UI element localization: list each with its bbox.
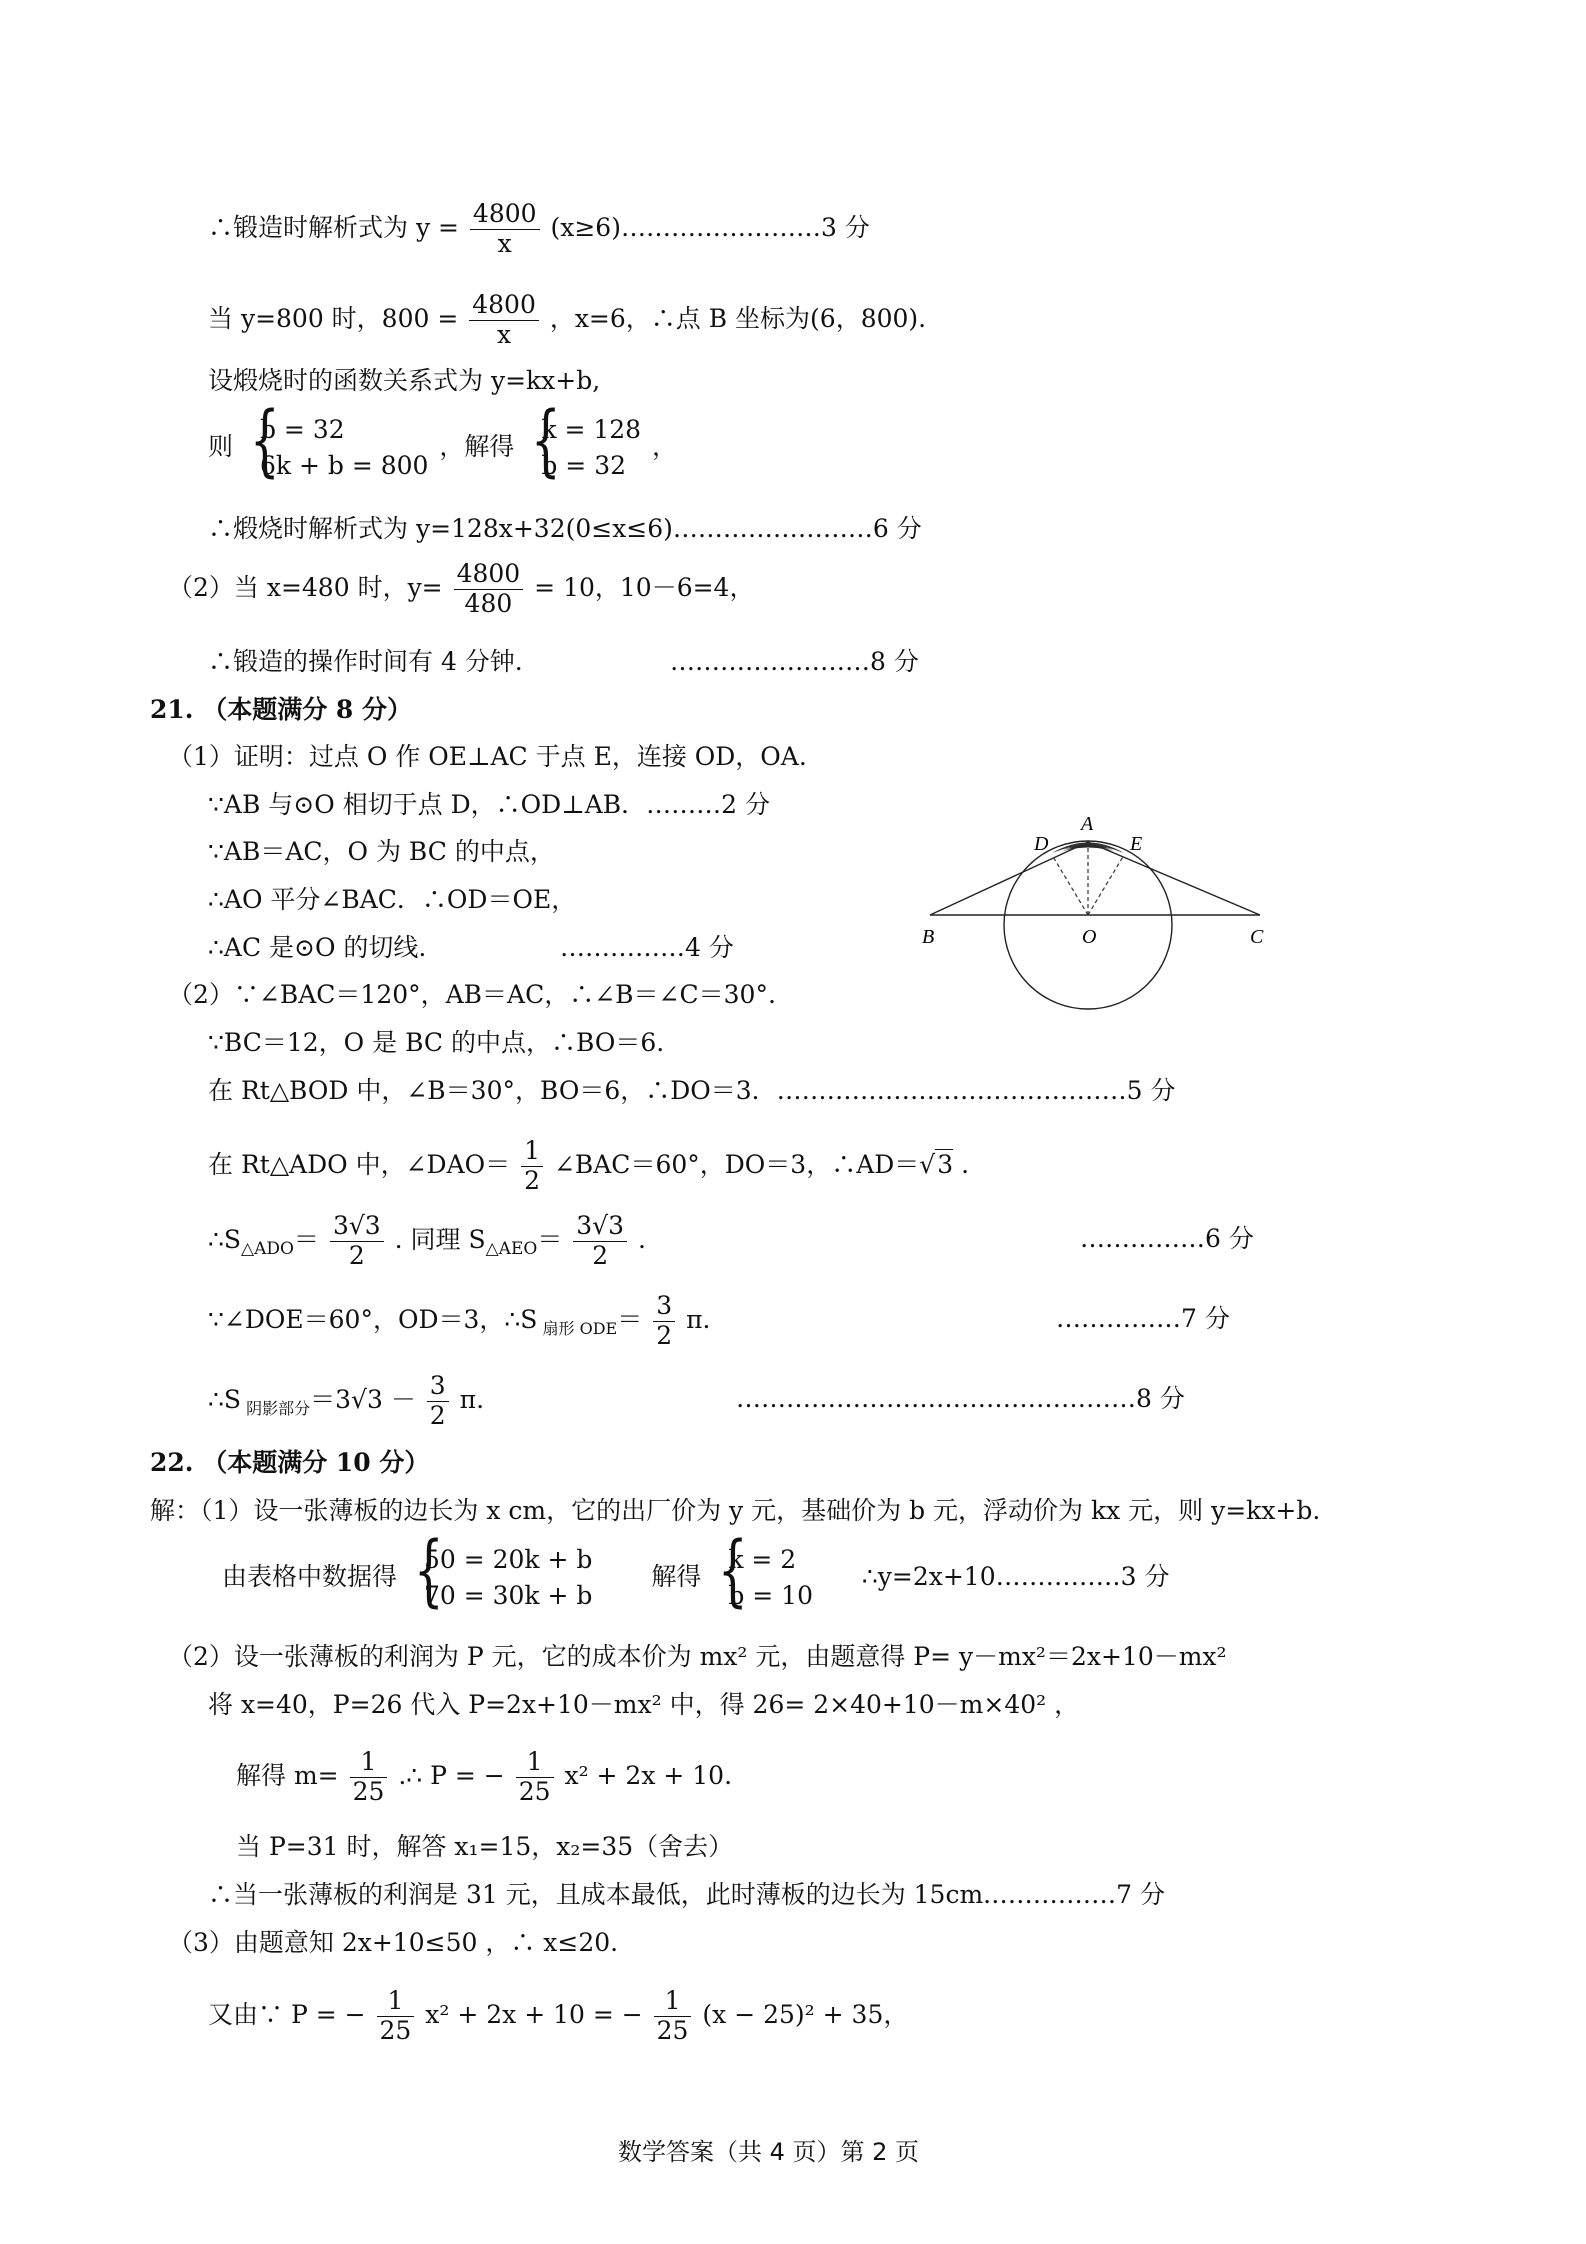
label-a: A [1081, 813, 1094, 835]
fraction: $\frac{3√3}{2}$ [330, 1212, 384, 1271]
p22-line-7: ∴当一张薄板的利润是 31 元，且成本最低，此时薄板的边长为 15cm.……………7 分 [208, 1880, 1165, 1909]
label-o: O [1082, 926, 1097, 948]
circle-tangent-figure [920, 800, 1280, 1020]
p22-heading: 22. （本题满分 10 分） [150, 1448, 430, 1477]
p21-line-11-score: ……………7 分 [1056, 1304, 1230, 1333]
fraction: $\frac{1}{25}$ [377, 1987, 415, 2046]
segment-ac [1088, 842, 1260, 915]
page-footer: 数学答案（共 4 页）第 2 页 [618, 2138, 920, 2166]
p21-line-10-score: ……………6 分 [1080, 1224, 1254, 1253]
p21-line-12: ∴S $_{阴影部分}$＝3√3 － $\frac{3}{2}$ π. [208, 1371, 485, 1430]
segment-oe [1088, 855, 1124, 915]
fraction: $\frac{1}{25}$ [350, 1748, 388, 1807]
equation-system: { 50 = 20k + b 70 = 30k + b [408, 1542, 592, 1615]
p21-line-11: ∵∠DOE＝60°，OD＝3，∴S $_{扇形 ODE}$＝ $\frac{3}{2}$ π. [208, 1291, 711, 1350]
fraction: $\frac{1}{2}$ [521, 1137, 543, 1196]
fraction: $\frac{4800}{x}$ [470, 200, 540, 259]
label-b: B [922, 926, 935, 948]
p21-line-3: ∵AB＝AC，O 为 BC 的中点， [208, 837, 555, 866]
p21-line-1: （1）证明：过点 O 作 OE⊥AC 于点 E，连接 OD，OA. [168, 742, 807, 771]
p22-line-6: 当 P=31 时，解答 x₁=15，x₂=35（舍去） [236, 1832, 734, 1861]
equation-system: { k = 2 b = 10 [712, 1542, 813, 1615]
p21-line-4: ∴AO 平分∠BAC．∴OD＝OE， [208, 885, 577, 914]
p20-line-4: 则 { b = 32 6k + b = 800 ，解得 { k = 128 b = 32 ， [208, 412, 677, 485]
p22-line-2: 由表格中数据得 { 50 = 20k + b 70 = 30k + b 解得 { k = 2 b = 10 ∴y=2x+10……………3 分 [222, 1542, 1169, 1615]
p22-line-4: 将 x=40，P=26 代入 P=2x+10－mx² 中，得 26= 2×40+10－m×40² ， [208, 1690, 1080, 1719]
p22-line-1: 解：（1）设一张薄板的边长为 x cm，它的出厂价为 y 元，基础价为 b 元，浮动价为 kx 元，则 y=kx+b. [150, 1496, 1321, 1525]
label-d: D [1034, 833, 1049, 855]
p22-line-3: （2）设一张薄板的利润为 P 元，它的成本价为 mx² 元，由题意得 P= y－mx²＝2x+10－mx² [168, 1642, 1227, 1671]
fraction: $\frac{3}{2}$ [653, 1292, 675, 1351]
fraction: $\frac{4800}{x}$ [469, 291, 539, 350]
fraction: $\frac{4800}{480}$ [454, 560, 524, 619]
fraction: $\frac{3√3}{2}$ [573, 1212, 627, 1271]
p20-line-2: 当 y=800 时，800 = $\frac{4800}{x}$ ，x=6，∴点 B 坐标为(6，800). [208, 290, 927, 349]
p21-line-6: （2）∵∠BAC＝120°，AB＝AC，∴∠B＝∠C＝30°. [168, 980, 776, 1009]
p20-line-1: ∴锻造时解析式为 y = $\frac{4800}{x}$ (x≥6)……………………3 分 [208, 199, 870, 258]
p20-line-3: 设煅烧时的函数关系式为 y=kx+b, [208, 366, 601, 395]
segment-ab [930, 842, 1088, 915]
p21-line-9: 在 Rt△ADO 中，∠DAO＝ $\frac{1}{2}$ ∠BAC＝60°，DO＝3，∴AD＝√3 . [208, 1136, 970, 1195]
p20-line-7: ∴锻造的操作时间有 4 分钟. [208, 647, 523, 676]
p21-line-5: ∴AC 是⊙O 的切线. [208, 933, 427, 962]
p21-line-12-score: …………………………………………8 分 [736, 1384, 1185, 1413]
fraction: $\frac{1}{25}$ [654, 1987, 692, 2046]
p22-line-8: （3）由题意知 2x+10≤50 ，∴ x≤20. [168, 1928, 619, 1957]
p22-line-9: 又由∵ P = − $\frac{1}{25}$ x² + 2x + 10 = − $\frac{1}{25}$ (x − 25)² + 35， [208, 1986, 909, 2045]
p20-line-7-score: ……………………8 分 [670, 647, 919, 676]
equation-system: { b = 32 6k + b = 800 [244, 412, 428, 485]
p21-heading: 21. （本题满分 8 分） [150, 695, 413, 724]
p20-line-6: （2）当 x=480 时，y= $\frac{4800}{480}$ = 10，10－6=4， [168, 559, 755, 618]
p21-line-10: $\therefore S_{\triangle ADO}=$ $\frac{3√3}{2}$ . 同理 $S_{\triangle AEO}=$ $\frac{3√3}{2}$ . [208, 1211, 646, 1270]
p22-line-5: 解得 m= $\frac{1}{25}$ .∴ P = − $\frac{1}{25}$ x² + 2x + 10. [236, 1747, 733, 1806]
segment-od [1052, 855, 1088, 915]
label-e: E [1130, 833, 1143, 855]
equation-system: { k = 128 b = 32 [525, 412, 641, 485]
p21-line-8: 在 Rt△BOD 中，∠B＝30°，BO＝6，∴DO＝3．……………………………………5 分 [208, 1076, 1176, 1105]
p21-line-5-score: ……………4 分 [560, 933, 734, 962]
p21-line-7: ∵BC＝12，O 是 BC 的中点，∴BO＝6. [208, 1028, 665, 1057]
fraction: $\frac{3}{2}$ [427, 1372, 449, 1431]
p20-line-5: ∴煅烧时解析式为 y=128x+32(0≤x≤6)……………………6 分 [208, 514, 922, 543]
p21-line-2: ∵AB 与⊙O 相切于点 D，∴OD⊥AB．………2 分 [208, 790, 770, 819]
label-c: C [1250, 926, 1264, 948]
fraction: $\frac{1}{25}$ [516, 1748, 554, 1807]
